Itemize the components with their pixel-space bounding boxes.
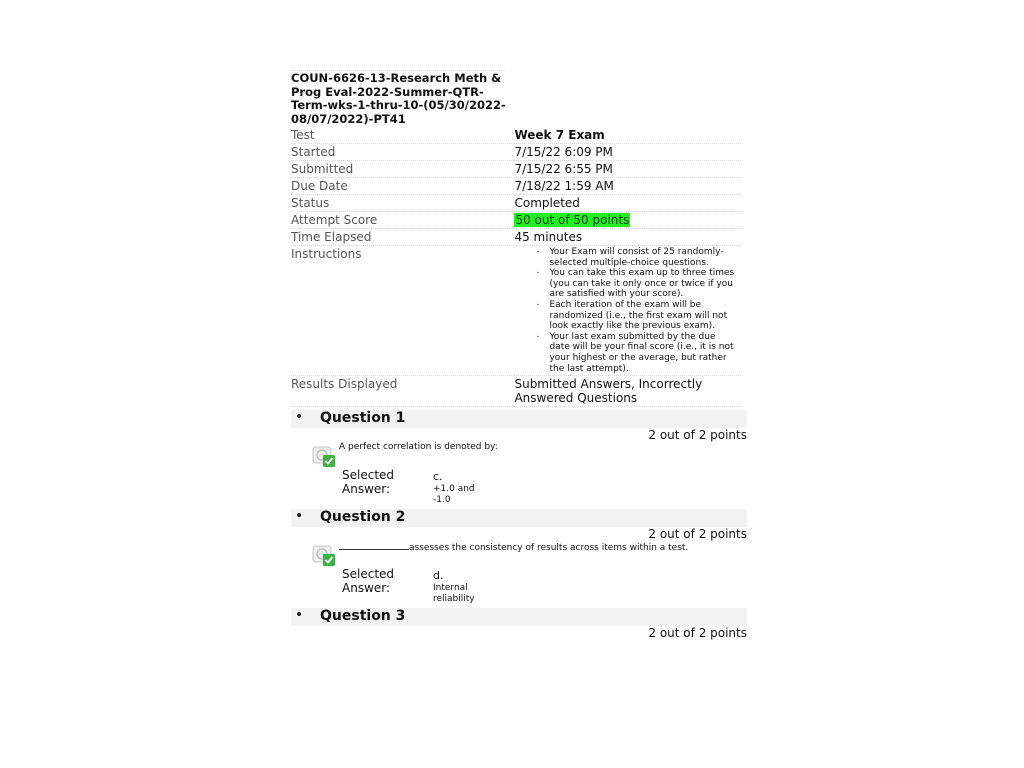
correct-check-icon — [312, 446, 336, 468]
status-label: Status — [291, 195, 514, 212]
instruction-item: . Your last exam submitted by the due date will be your final score (i.e., it is not your highest or the average, but rather the last attempt). — [536, 332, 736, 374]
time-elapsed-label: Time Elapsed — [291, 229, 514, 246]
results-displayed-label: Results Displayed — [291, 376, 514, 407]
question-3-title: Question 3 — [320, 608, 406, 625]
instruction-item: . You can take this exam up to three times (you can take it only once or twice if you are satisfied with your score). — [536, 268, 736, 300]
row-instructions — [291, 246, 741, 376]
question-2-title: Question 2 — [320, 509, 406, 526]
question-bullet: • — [295, 607, 304, 624]
instruction-item: . Each iteration of the exam will be randomized (i.e., the first exam will not look exactly like the previous exam). — [536, 300, 736, 332]
question-1-body — [291, 442, 747, 506]
question-2-answer-letter: d. — [433, 569, 444, 583]
attempt-score-label: Attempt Score — [291, 212, 514, 229]
question-1-title: Question 1 — [320, 410, 406, 427]
started-label: Started — [291, 144, 514, 161]
question-2-text-wrap — [339, 541, 688, 554]
submitted-label: Submitted — [291, 161, 514, 178]
results-displayed-value: Submitted Answers, Incorrectly Answered Questions — [514, 376, 741, 407]
instruction-item: . Your Exam will consist of 25 randomly-selected multiple-choice questions. — [536, 247, 736, 268]
question-1-answer-letter: c. — [433, 470, 443, 484]
test-label: Test — [291, 127, 514, 144]
question-3-header — [291, 608, 747, 626]
selected-answer-label: Selected Answer: — [342, 567, 395, 596]
question-bullet: • — [295, 508, 304, 525]
row-due-date — [291, 178, 741, 195]
fill-in-blank — [339, 541, 409, 550]
row-submitted — [291, 161, 741, 178]
due-date-label: Due Date — [291, 178, 514, 195]
attempt-score-value: 50 out of 50 points — [515, 213, 630, 227]
question-2-header — [291, 509, 747, 527]
question-2-body — [291, 541, 747, 605]
time-elapsed-value: 45 minutes — [514, 229, 741, 246]
question-3-points: 2 out of 2 points — [648, 626, 747, 641]
question-2-answer-text: Internal reliability — [433, 583, 475, 605]
row-time-elapsed — [291, 229, 741, 246]
exam-results-page — [291, 70, 747, 640]
question-1-text: A perfect correlation is denoted by: — [339, 442, 498, 453]
question-2-points: 2 out of 2 points — [648, 527, 747, 542]
attempt-details-table — [291, 127, 741, 407]
question-1-points: 2 out of 2 points — [648, 428, 747, 443]
instructions-list — [514, 247, 736, 374]
row-status — [291, 195, 741, 212]
submitted-value: 7/15/22 6:55 PM — [514, 161, 741, 178]
correct-check-icon — [312, 545, 336, 567]
started-value: 7/15/22 6:09 PM — [514, 144, 741, 161]
question-1-header — [291, 410, 747, 428]
row-results-displayed — [291, 376, 741, 407]
row-test — [291, 127, 741, 144]
question-bullet: • — [295, 409, 304, 426]
row-attempt-score — [291, 212, 741, 229]
status-value: Completed — [514, 195, 741, 212]
course-title: COUN-6626-13-Research Meth & Prog Eval-2022-Summer-QTR-Term-wks-1-thru-10-(05/30/2022- 08/07/2022)-PT41 — [291, 71, 506, 126]
selected-answer-label: Selected Answer: — [342, 468, 395, 497]
row-started — [291, 144, 741, 161]
test-value: Week 7 Exam — [514, 127, 741, 144]
question-1-answer-text: +1.0 and -1.0 — [433, 484, 475, 506]
due-date-value: 7/18/22 1:59 AM — [514, 178, 741, 195]
question-2-text: assesses the consistency of results across items within a test. — [409, 543, 689, 554]
instructions-label: Instructions — [291, 246, 514, 376]
